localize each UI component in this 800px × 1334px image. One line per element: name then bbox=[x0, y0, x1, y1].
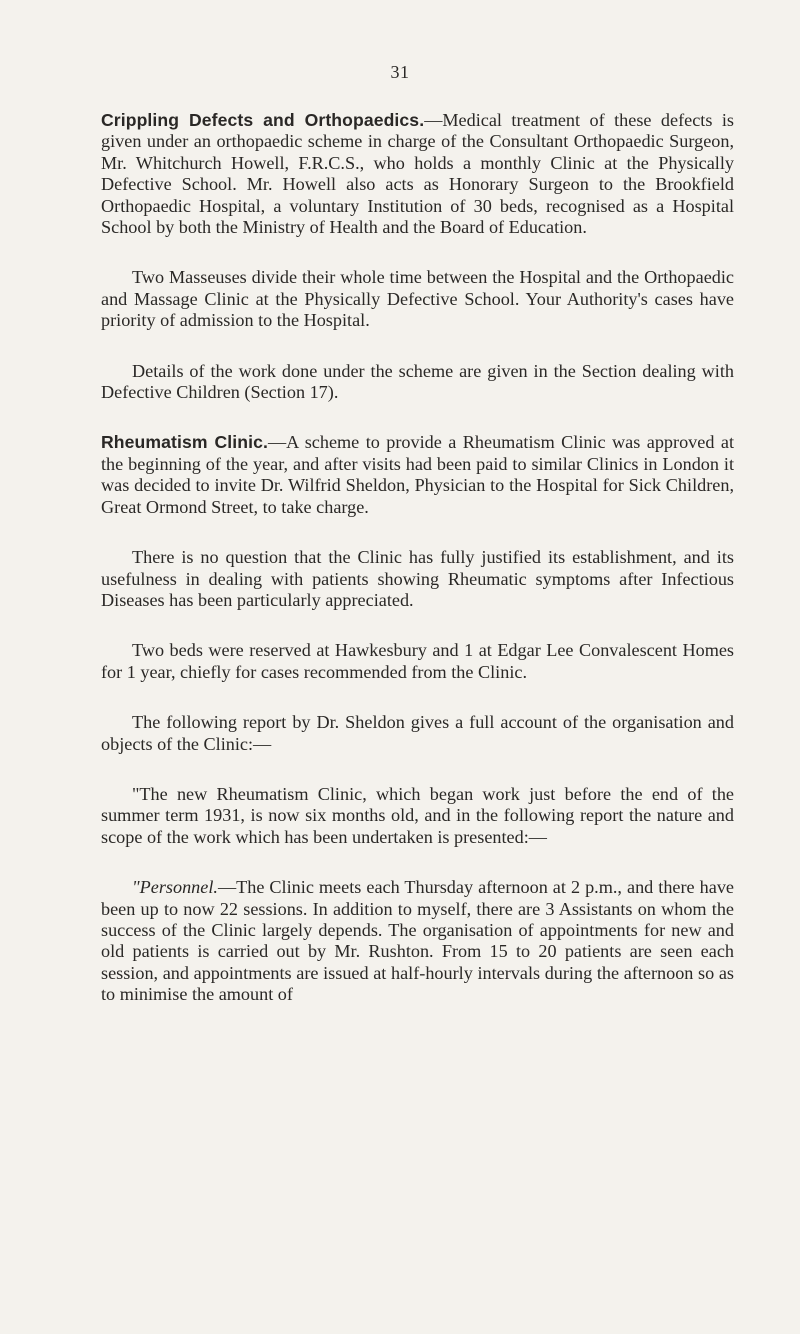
paragraph-two-beds: Two beds were reserved at Hawkesbury and 1 at Edgar Lee Convalescent Homes for 1 year, chiefly for cases recommended from the Clinic. bbox=[101, 640, 734, 682]
paragraph-rheumatism-text: —A scheme to provide a Rheumatism Clinic was approved at the beginning of the year, and after visits had been paid to similar Clinics in London it was decided to invite Dr. Wilfrid Sheldon, Physician to the Hospital for Sick Children, Great Ormond Street, to take charge. bbox=[101, 432, 735, 517]
heading-crippling-defects: Crippling Defects and Orthopaedics. bbox=[101, 110, 425, 130]
paragraph-rheumatism-clinic bbox=[101, 432, 734, 518]
paragraph-no-question: There is no question that the Clinic has fully justified its establishment, and its usefulness in dealing with patients showing Rheumatic symptoms after Infectious Diseases has been particularly appreciated. bbox=[101, 547, 734, 610]
paragraph-crippling-defects bbox=[101, 110, 734, 238]
personnel-lead: "Personnel. bbox=[132, 877, 218, 898]
personnel-text: —The Clinic meets each Thursday afternoon at 2 p.m., and there have been up to now 22 sessions. In addition to myself, there are 3 Assistants on whom the success of the Clinic largely depends. The organisation of appointments for new and old patients is carried out by Mr. Rushton. From 15 to 20 patients are seen each session, and appointments are issued at half-hourly intervals during the afternoon so as to minimise the amount of bbox=[101, 877, 734, 1005]
paragraph-following-report: The following report by Dr. Sheldon gives a full account of the organisation and objects of the Clinic:— bbox=[101, 712, 734, 754]
paragraph-details: Details of the work done under the scheme are given in the Section dealing with Defective Children (Section 17). bbox=[101, 360, 734, 403]
paragraph-personnel bbox=[101, 877, 734, 1005]
page-body bbox=[101, 110, 734, 1035]
paragraph-crippling-text: —Medical treatment of these defects is given under an orthopaedic scheme in charge of the Consultant Orthopaedic Surgeon, Mr. Whitchurch Howell, F.R.C.S., who holds a monthly Clinic at the Physically Defective School. Mr. Howell also acts as Honorary Surgeon to the Brookfield Orthopaedic Hospital, a voluntary Institution of 30 beds, recognised as a Hospital School by both the Ministry of Health and the Board of Education. bbox=[101, 110, 734, 238]
paragraph-masseuses: Two Masseuses divide their whole time between the Hospital and the Orthopaedic and Massage Clinic at the Physically Defective School. Your Authority's cases have priority of admission to the Hospital. bbox=[101, 267, 734, 331]
paragraph-new-clinic: "The new Rheumatism Clinic, which began work just before the end of the summer term 1931, is now six months old, and in the following report the nature and scope of the work which has been undertaken is presented:— bbox=[101, 783, 734, 847]
page-number: 31 bbox=[390, 62, 410, 82]
heading-rheumatism-clinic: Rheumatism Clinic. bbox=[101, 432, 268, 453]
